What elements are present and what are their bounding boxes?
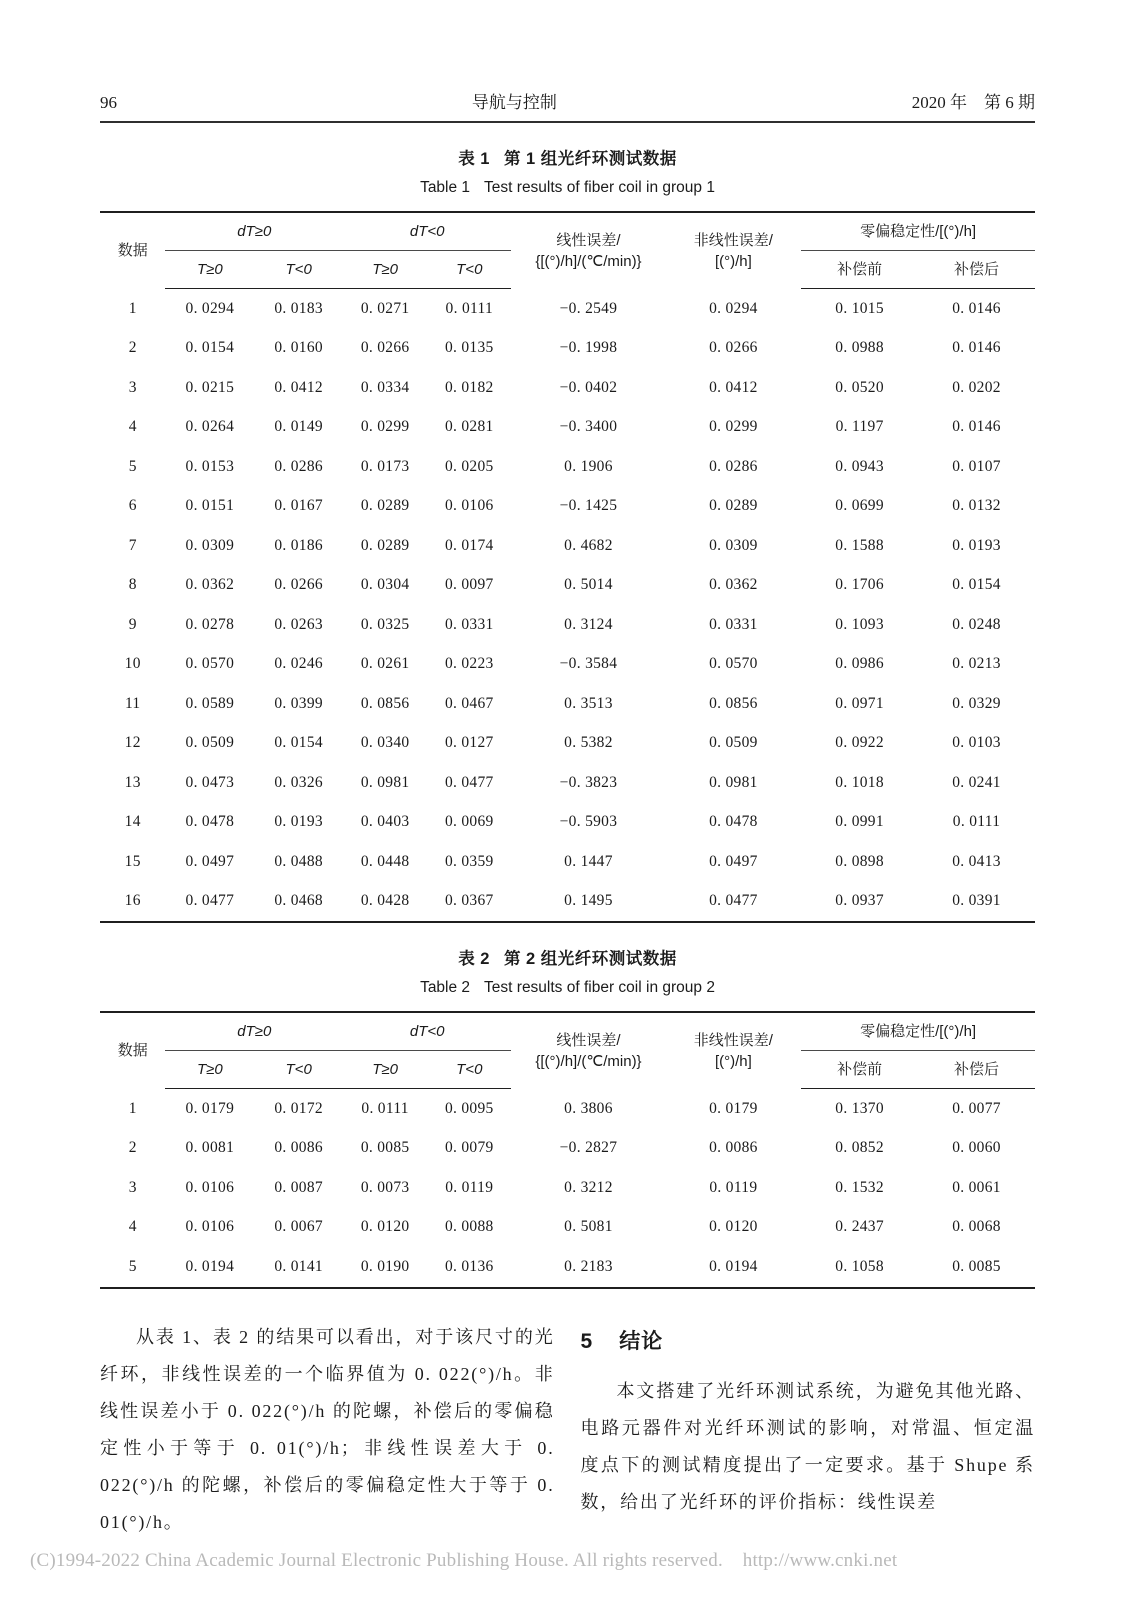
- linear-error-label: 线性误差/: [556, 1031, 621, 1049]
- table-cell: 0. 0205: [444, 457, 494, 475]
- table-cell: 0. 0193: [274, 813, 323, 831]
- col-header-linear-error: [511, 212, 665, 289]
- table-cell: 0. 0182: [444, 378, 494, 396]
- col-subheader-t-lt-1: T<0: [254, 251, 343, 289]
- table-row: [100, 882, 1035, 923]
- col-group-dt-ge: dT≥0: [165, 212, 343, 251]
- table1-caption-zh: [100, 145, 1035, 169]
- table-cell: 0. 1093: [835, 615, 884, 633]
- table-cell: 0. 0981: [709, 773, 758, 791]
- copyright-footer: (C)1994-2022 China Academic Journal Electronic Publishing House. All rights reserved. http://www.cnki.net: [30, 1550, 898, 1571]
- table-cell: 0. 0473: [185, 773, 235, 791]
- table-cell: 1: [128, 1099, 137, 1117]
- table-row: [100, 526, 1035, 566]
- col-subheader-t-ge-1: T≥0: [165, 251, 254, 289]
- table-cell: 0. 0106: [185, 1218, 235, 1236]
- table-cell: 0. 0271: [360, 299, 410, 317]
- table-cell: 0. 0194: [185, 1257, 235, 1275]
- table-cell: 0. 0294: [185, 299, 235, 317]
- table1-caption-text-zh: 第 1 组光纤环测试数据: [503, 150, 677, 168]
- table-cell: 4: [128, 418, 137, 436]
- table-cell: 0. 5382: [564, 734, 613, 752]
- table-cell: −0. 3400: [559, 418, 618, 436]
- table-cell: 0. 0589: [185, 694, 235, 712]
- table-cell: 0. 0073: [360, 1178, 410, 1196]
- table-cell: 0. 0266: [274, 576, 323, 594]
- table-cell: 0. 1018: [835, 773, 884, 791]
- table-cell: 0. 0119: [445, 1178, 494, 1196]
- table-cell: 0. 0132: [952, 497, 1001, 515]
- nonlinear-error-label: 非线性误差/: [693, 1031, 773, 1049]
- table-cell: 10: [124, 655, 141, 673]
- table-cell: 0. 0149: [274, 418, 323, 436]
- table-cell: 0. 0193: [952, 536, 1001, 554]
- table-cell: 0. 0174: [444, 536, 494, 554]
- page-number: 96: [100, 93, 117, 112]
- table-cell: 0. 0467: [444, 694, 494, 712]
- col-subheader-after-comp: 补偿后: [918, 1051, 1035, 1089]
- col-subheader-t-ge-2: T≥0: [343, 1051, 427, 1089]
- col-group-dt-lt: dT<0: [343, 1012, 511, 1051]
- table-cell: 0. 0146: [952, 299, 1001, 317]
- table-cell: 0. 0086: [274, 1139, 323, 1157]
- linear-error-label: 线性误差/: [556, 231, 621, 249]
- table-cell: 0. 0329: [952, 694, 1001, 712]
- col-group-bias-stability: 零偏稳定性/[(°)/h]: [801, 1012, 1035, 1051]
- table-cell: 0. 0261: [360, 655, 410, 673]
- right-column: [581, 1319, 1036, 1541]
- table-cell: 0. 0068: [952, 1218, 1001, 1236]
- table-cell: 0. 0186: [274, 536, 323, 554]
- table-cell: 0. 2183: [564, 1257, 613, 1275]
- table-row: [100, 1247, 1035, 1288]
- table2-caption-label-zh: 表 2: [458, 950, 490, 968]
- table-cell: 0. 0520: [835, 378, 884, 396]
- table-cell: 0. 0286: [709, 457, 758, 475]
- table-cell: 0. 0097: [444, 576, 494, 594]
- table-cell: 0. 0289: [360, 536, 410, 554]
- issue-info: 2020 年 第 6 期: [911, 93, 1035, 112]
- table-cell: 0. 0107: [952, 457, 1001, 475]
- table-cell: 3: [128, 378, 137, 396]
- table-cell: 0. 0497: [709, 852, 758, 870]
- table-cell: 0. 0146: [952, 339, 1001, 357]
- table-row: [100, 447, 1035, 487]
- table-cell: 0. 0103: [952, 734, 1001, 752]
- table-cell: 0. 0331: [444, 615, 494, 633]
- table-cell: 0. 0264: [185, 418, 235, 436]
- table1-body: [100, 289, 1035, 923]
- table-cell: 0. 0286: [274, 457, 323, 475]
- table-cell: 5: [128, 457, 137, 475]
- table-cell: 0. 0127: [444, 734, 494, 752]
- table-cell: 0. 0120: [709, 1218, 758, 1236]
- table-cell: 0. 1015: [835, 299, 884, 317]
- table-cell: 0. 0986: [835, 655, 884, 673]
- table-cell: 0. 1447: [564, 852, 613, 870]
- table2-caption-zh: [100, 945, 1035, 969]
- table-cell: 0. 0183: [274, 299, 323, 317]
- nonlinear-error-label: 非线性误差/: [693, 231, 773, 249]
- col-group-dt-lt: dT<0: [343, 212, 511, 251]
- table-cell: 0. 0215: [185, 378, 235, 396]
- table-cell: 14: [124, 813, 141, 831]
- table-cell: 0. 0331: [709, 615, 758, 633]
- section-title: 结论: [619, 1329, 664, 1353]
- table-cell: 0. 0106: [185, 1178, 235, 1196]
- table-cell: 0. 1058: [835, 1257, 884, 1275]
- table-cell: −0. 1425: [559, 497, 618, 515]
- table-cell: 0. 0988: [835, 339, 884, 357]
- table-cell: 0. 0509: [185, 734, 235, 752]
- table-cell: 0. 0478: [709, 813, 758, 831]
- table2-caption-text-en: Test results of fiber coil in group 2: [484, 979, 715, 996]
- table-row: [100, 724, 1035, 764]
- table-cell: 0. 0160: [274, 339, 323, 357]
- nonlinear-error-unit: [(°)/h]: [714, 252, 752, 270]
- table-cell: 0. 1588: [835, 536, 884, 554]
- table1-caption-label-zh: 表 1: [458, 150, 490, 168]
- table-cell: 0. 0069: [444, 813, 494, 831]
- col-subheader-t-ge-1: T≥0: [165, 1051, 254, 1089]
- table-row: [100, 329, 1035, 369]
- table-cell: 0. 0477: [185, 892, 235, 910]
- table2-caption-label-en: Table 2: [420, 979, 471, 996]
- table-cell: 0. 0412: [274, 378, 323, 396]
- table-row: [100, 1168, 1035, 1208]
- col-subheader-t-lt-1: T<0: [254, 1051, 343, 1089]
- table-cell: 9: [128, 615, 137, 633]
- table-cell: 0. 0120: [360, 1218, 410, 1236]
- col-subheader-before-comp: 补偿前: [801, 251, 918, 289]
- table-row: [100, 487, 1035, 527]
- table2-caption-text-zh: 第 2 组光纤环测试数据: [503, 950, 677, 968]
- table-cell: 0. 0922: [835, 734, 884, 752]
- table-cell: 15: [124, 852, 141, 870]
- table-cell: 0. 0403: [360, 813, 410, 831]
- table-cell: 0. 0061: [952, 1178, 1001, 1196]
- header-rule: [100, 121, 1035, 123]
- table-cell: 0. 0111: [445, 299, 493, 317]
- table-row: [100, 1129, 1035, 1169]
- table-cell: 0. 0509: [709, 734, 758, 752]
- table-cell: 0. 0111: [361, 1099, 409, 1117]
- conclusion-section-heading: [581, 1327, 1036, 1357]
- table-cell: 0. 0179: [185, 1099, 235, 1117]
- table-cell: 0. 0304: [360, 576, 410, 594]
- table-cell: 0. 0981: [360, 773, 410, 791]
- col-header-data: 数据: [117, 241, 148, 259]
- table-row: [100, 289, 1035, 329]
- table-cell: 0. 3212: [564, 1178, 613, 1196]
- table-cell: 0. 0241: [952, 773, 1001, 791]
- journal-title: 导航与控制: [471, 93, 557, 112]
- table-cell: 0. 1370: [835, 1099, 884, 1117]
- col-group-bias-stability: 零偏稳定性/[(°)/h]: [801, 212, 1035, 251]
- table-cell: 0. 0088: [444, 1218, 494, 1236]
- table-cell: 0. 0136: [444, 1257, 494, 1275]
- table2-body: [100, 1089, 1035, 1288]
- table-cell: 0. 0488: [274, 852, 323, 870]
- table-cell: 0. 0367: [444, 892, 494, 910]
- table-cell: −0. 2827: [559, 1139, 618, 1157]
- table-cell: 0. 0167: [274, 497, 323, 515]
- table-cell: 0. 0111: [952, 813, 1001, 831]
- table-cell: 3: [128, 1178, 137, 1196]
- table-cell: 0. 0289: [360, 497, 410, 515]
- table-cell: 0. 0135: [444, 339, 494, 357]
- table-row: [100, 1208, 1035, 1248]
- table1-caption-label-en: Table 1: [420, 179, 471, 196]
- table-cell: 0. 0060: [952, 1139, 1001, 1157]
- nonlinear-error-unit: [(°)/h]: [714, 1052, 752, 1070]
- running-head: [100, 88, 1035, 113]
- table-row: [100, 605, 1035, 645]
- table-cell: 0. 0263: [274, 615, 323, 633]
- col-header-linear-error: [511, 1012, 665, 1089]
- table-cell: 16: [124, 892, 141, 910]
- table-cell: 4: [128, 1218, 137, 1236]
- table-cell: 0. 0856: [360, 694, 410, 712]
- table-cell: 0. 0081: [185, 1139, 235, 1157]
- body-columns: [100, 1319, 1035, 1541]
- table-cell: 0. 0299: [709, 418, 758, 436]
- left-column: [100, 1319, 555, 1541]
- table-cell: 0. 0154: [952, 576, 1001, 594]
- table2-header-row1: [100, 1012, 1035, 1051]
- table-cell: 0. 0266: [709, 339, 758, 357]
- table-cell: 0. 1706: [835, 576, 884, 594]
- table-cell: 0. 0412: [709, 378, 758, 396]
- table-cell: 0. 0699: [835, 497, 884, 515]
- table-cell: 6: [128, 497, 137, 515]
- table-cell: 0. 1495: [564, 892, 613, 910]
- table-cell: 0. 0154: [185, 339, 235, 357]
- col-subheader-t-ge-2: T≥0: [343, 251, 427, 289]
- table-cell: 0. 0079: [444, 1139, 494, 1157]
- table-row: [100, 408, 1035, 448]
- table-cell: 0. 0943: [835, 457, 884, 475]
- table-cell: 0. 0340: [360, 734, 410, 752]
- table-cell: 0. 0497: [185, 852, 235, 870]
- table-row: [100, 1089, 1035, 1129]
- table-cell: 0. 0971: [835, 694, 884, 712]
- table-cell: 0. 0299: [360, 418, 410, 436]
- table1: [100, 211, 1035, 923]
- table-cell: 0. 0223: [444, 655, 494, 673]
- table1-caption-text-en: Test results of fiber coil in group 1: [484, 179, 715, 196]
- table-cell: 0. 0213: [952, 655, 1001, 673]
- table-row: [100, 368, 1035, 408]
- table-cell: 0. 4682: [564, 536, 613, 554]
- table-cell: 11: [124, 694, 141, 712]
- table-cell: 0. 0289: [709, 497, 758, 515]
- table-cell: 0. 0087: [274, 1178, 323, 1196]
- table-cell: 5: [128, 1257, 137, 1275]
- table-cell: 8: [128, 576, 137, 594]
- table-cell: −0. 3823: [559, 773, 618, 791]
- results-discussion-paragraph: 从表 1、表 2 的结果可以看出，对于该尺寸的光纤环，非线性误差的一个临界值为 0. 022(°)/h。非线性误差小于 0. 022(°)/h 的陀螺，补偿后的零偏稳定性小于等于 0. 01(°)/h；非线性误差大于 0. 022(°)/h 的陀螺，补偿后的零偏稳定性大于等于 0. 01(°)/h。: [100, 1326, 555, 1532]
- table-row: [100, 684, 1035, 724]
- table-cell: 0. 0246: [274, 655, 323, 673]
- table-cell: 0. 2437: [835, 1218, 884, 1236]
- table-cell: 0. 3513: [564, 694, 613, 712]
- table-cell: 0. 0085: [360, 1139, 410, 1157]
- table-cell: 13: [124, 773, 141, 791]
- table-cell: 2: [128, 339, 137, 357]
- table-cell: 0. 0399: [274, 694, 323, 712]
- table-cell: 0. 0141: [274, 1257, 323, 1275]
- col-header-nonlinear-error: [666, 1012, 802, 1089]
- table-cell: 0. 0248: [952, 615, 1001, 633]
- table-cell: 0. 0570: [185, 655, 235, 673]
- table-cell: 0. 0326: [274, 773, 323, 791]
- table-cell: 0. 0391: [952, 892, 1001, 910]
- table-cell: 0. 0173: [360, 457, 410, 475]
- table-cell: 0. 0086: [709, 1139, 758, 1157]
- table-cell: 0. 0294: [709, 299, 758, 317]
- table-cell: 7: [128, 536, 137, 554]
- table-cell: 1: [128, 299, 137, 317]
- section-number: 5: [580, 1329, 594, 1353]
- table-row: [100, 763, 1035, 803]
- table-cell: 0. 0309: [185, 536, 235, 554]
- table-cell: 0. 0413: [952, 852, 1001, 870]
- table-cell: 0. 0190: [360, 1257, 410, 1275]
- col-subheader-before-comp: 补偿前: [801, 1051, 918, 1089]
- table-cell: 0. 0334: [360, 378, 410, 396]
- table-cell: 0. 0067: [274, 1218, 323, 1236]
- table-cell: 0. 0852: [835, 1139, 884, 1157]
- table-cell: 0. 3124: [564, 615, 613, 633]
- table-cell: 0. 0281: [444, 418, 494, 436]
- table-cell: 0. 0325: [360, 615, 410, 633]
- table-cell: 0. 0448: [360, 852, 410, 870]
- table-cell: 0. 0106: [444, 497, 494, 515]
- table-cell: 0. 0898: [835, 852, 884, 870]
- table-cell: 0. 0095: [444, 1099, 494, 1117]
- table-cell: −0. 3584: [559, 655, 618, 673]
- table-cell: 0. 0937: [835, 892, 884, 910]
- table-cell: −0. 0402: [559, 378, 618, 396]
- table-cell: 0. 0119: [709, 1178, 758, 1196]
- table-cell: 0. 5014: [564, 576, 613, 594]
- col-header-nonlinear-error: [666, 212, 802, 289]
- table-cell: 0. 0309: [709, 536, 758, 554]
- table-cell: 0. 0570: [709, 655, 758, 673]
- table1-header-row1: [100, 212, 1035, 251]
- table-cell: 0. 0478: [185, 813, 235, 831]
- table-cell: 0. 0278: [185, 615, 235, 633]
- table-cell: 0. 0179: [709, 1099, 758, 1117]
- table-cell: −0. 5903: [559, 813, 618, 831]
- col-subheader-t-lt-2: T<0: [427, 251, 511, 289]
- table-cell: 0. 0477: [444, 773, 494, 791]
- table2-caption-en: [100, 979, 1035, 997]
- table-row: [100, 803, 1035, 843]
- table-cell: 0. 1906: [564, 457, 613, 475]
- col-subheader-after-comp: 补偿后: [918, 251, 1035, 289]
- table-cell: 0. 1532: [835, 1178, 884, 1196]
- table-cell: 0. 0151: [185, 497, 235, 515]
- table-cell: 0. 0477: [709, 892, 758, 910]
- table-cell: 0. 0428: [360, 892, 410, 910]
- table-row: [100, 645, 1035, 685]
- conclusion-paragraph: 本文搭建了光纤环测试系统，为避免其他光路、电路元器件对光纤环测试的影响，对常温、恒定温度点下的测试精度提出了一定要求。基于 Shupe 系数，给出了光纤环的评价指标：线性误差: [580, 1380, 1035, 1512]
- table-row: [100, 842, 1035, 882]
- table-cell: 0. 0359: [444, 852, 494, 870]
- table-cell: 0. 0154: [274, 734, 323, 752]
- col-subheader-t-lt-2: T<0: [427, 1051, 511, 1089]
- linear-error-unit: {[(°)/h]/(℃/min)}: [535, 252, 642, 270]
- table-cell: 0. 5081: [564, 1218, 613, 1236]
- table-cell: 2: [128, 1139, 137, 1157]
- table2: [100, 1011, 1035, 1289]
- table-cell: 0. 0172: [274, 1099, 323, 1117]
- linear-error-unit: {[(°)/h]/(℃/min)}: [535, 1052, 642, 1070]
- table-cell: 0. 0362: [185, 576, 235, 594]
- table-cell: 0. 0202: [952, 378, 1001, 396]
- table-cell: 0. 0468: [274, 892, 323, 910]
- table-cell: −0. 2549: [559, 299, 618, 317]
- col-header-data: 数据: [117, 1041, 148, 1059]
- table-cell: 0. 0146: [952, 418, 1001, 436]
- table-cell: 0. 0856: [709, 694, 758, 712]
- table-cell: 0. 0153: [185, 457, 235, 475]
- table-cell: 0. 1197: [835, 418, 884, 436]
- table-cell: 0. 0085: [952, 1257, 1001, 1275]
- table-row: [100, 566, 1035, 606]
- table-cell: 0. 0991: [835, 813, 884, 831]
- table1-caption-en: [100, 179, 1035, 197]
- col-group-dt-ge: dT≥0: [165, 1012, 343, 1051]
- table-cell: 0. 0362: [709, 576, 758, 594]
- table-cell: 0. 3806: [564, 1099, 613, 1117]
- table-cell: 0. 0077: [952, 1099, 1001, 1117]
- table-cell: 0. 0266: [360, 339, 410, 357]
- table-cell: 0. 0194: [709, 1257, 758, 1275]
- table-cell: 12: [124, 734, 141, 752]
- table-cell: −0. 1998: [559, 339, 618, 357]
